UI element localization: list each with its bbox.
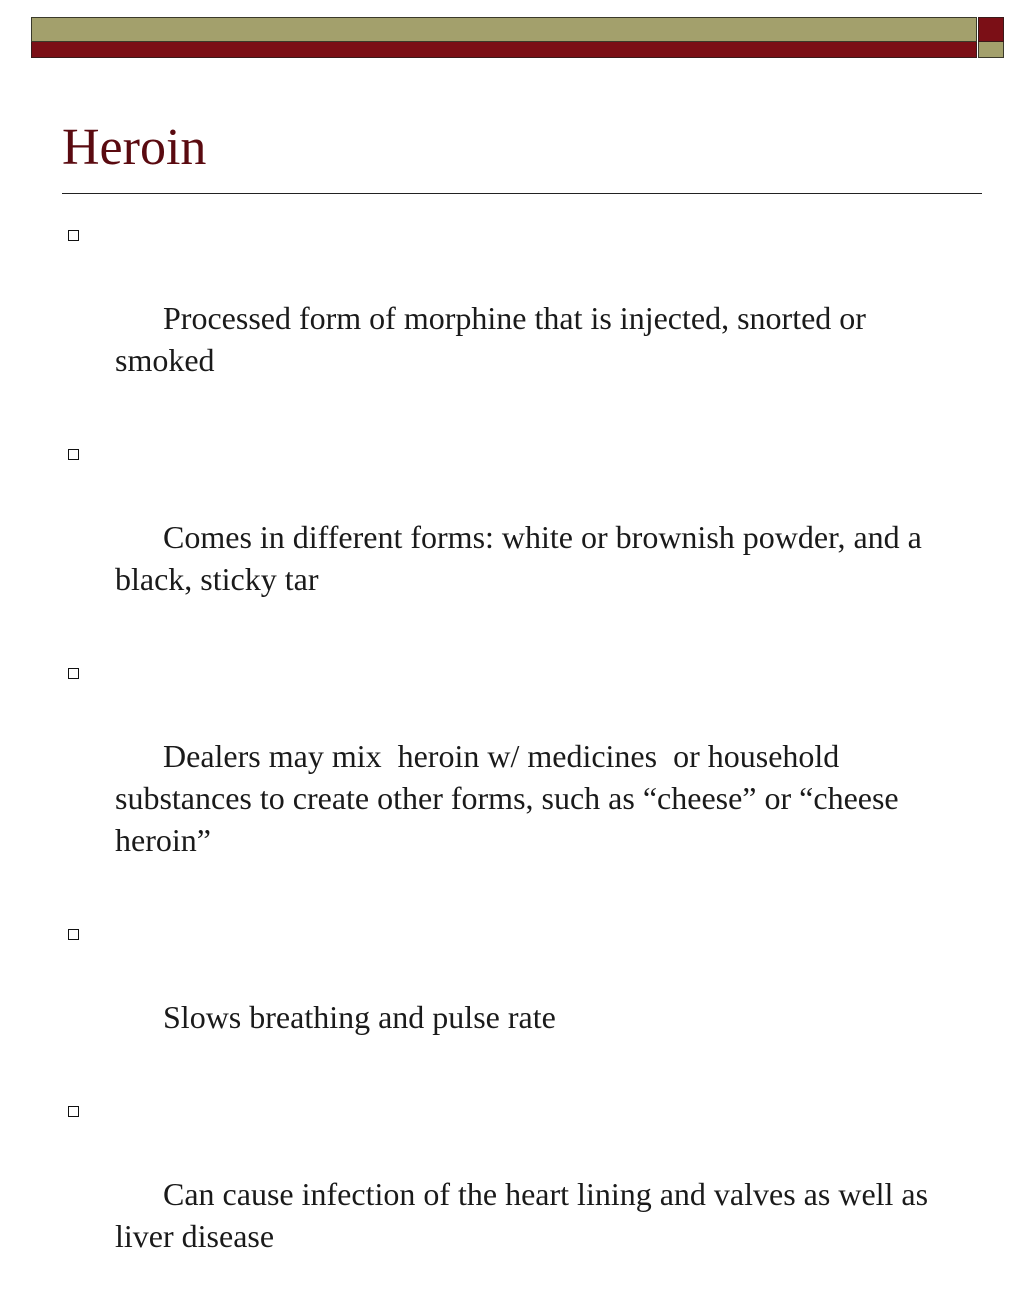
header-band-red [31, 42, 977, 58]
hollow-square-bullet-icon [68, 929, 79, 940]
bullet-text: Dealers may mix heroin w/ medicines or household substances to create other forms, such as “cheese” or “cheese heroin” [115, 738, 907, 858]
list-item [68, 1089, 968, 1299]
header-band-olive [31, 17, 977, 42]
hollow-square-bullet-icon [68, 449, 79, 460]
hollow-square-bullet-icon [68, 668, 79, 679]
list-item [68, 213, 968, 423]
hollow-square-bullet-icon [68, 230, 79, 241]
title-divider [62, 193, 982, 194]
bullet-text: Comes in different forms: white or brownish powder, and a black, sticky tar [115, 519, 930, 597]
header-corner-square-red [978, 17, 1004, 42]
bullet-text: Slows breathing and pulse rate [163, 999, 556, 1035]
list-item [68, 432, 968, 642]
bullet-text: Processed form of morphine that is injected, snorted or smoked [115, 300, 874, 378]
bullet-list [68, 213, 968, 1308]
hollow-square-bullet-icon [68, 1106, 79, 1117]
list-item [68, 651, 968, 903]
header-corner-square-olive [978, 42, 1004, 58]
slide-title: Heroin [62, 119, 207, 176]
list-item [68, 912, 968, 1080]
bullet-text: Can cause infection of the heart lining and valves as well as liver disease [115, 1176, 937, 1254]
